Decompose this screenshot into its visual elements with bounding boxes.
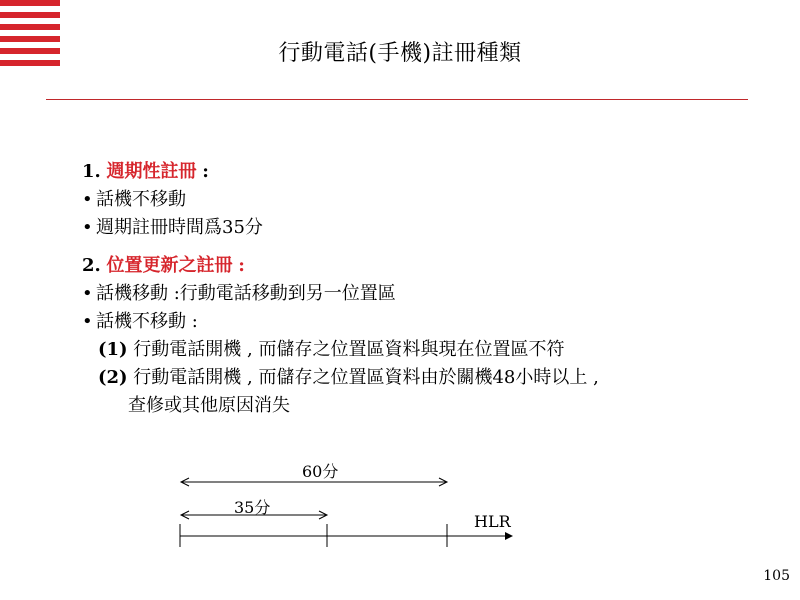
slide-body [82, 158, 762, 420]
list-item-text: 話機移動 :行動電話移動到另一位置區 [96, 283, 396, 304]
section2-heading [82, 252, 762, 280]
list-item [82, 214, 762, 242]
list-item-text: 話機不移動 : [96, 311, 198, 332]
page-number: 105 [763, 568, 790, 584]
section1-number: 1. [82, 161, 101, 182]
bullet-icon: • [82, 283, 93, 304]
list-item [82, 280, 762, 308]
stripe [0, 24, 60, 30]
section2-title: 位置更新之註冊 [106, 255, 233, 276]
label-35: 35分 [234, 498, 271, 517]
section1-title: 週期性註冊 [106, 161, 197, 182]
stripe [0, 0, 60, 6]
sub-item-number: (1) [98, 339, 128, 360]
section1-colon: : [202, 161, 209, 182]
list-item-text: 週期註冊時間爲35分 [96, 217, 263, 238]
section2-colon: : [238, 255, 245, 276]
label-60: 60分 [302, 462, 339, 481]
label-hlr: HLR [474, 512, 511, 531]
list-item [82, 186, 762, 214]
bullet-icon: • [82, 217, 93, 238]
sub-item-continuation: 查修或其他原因消失 [128, 395, 290, 416]
title-underline [46, 99, 748, 100]
timeline-svg [170, 455, 530, 555]
sub-item [82, 364, 762, 392]
list-item [82, 308, 762, 336]
timeline-diagram [170, 455, 530, 555]
list-item-text: 話機不移動 [96, 189, 186, 210]
section2-number: 2. [82, 255, 101, 276]
section1-heading [82, 158, 762, 186]
slide-title: 行動電話(手機)註冊種類 [278, 41, 522, 66]
sub-item-text: 行動電話開機 , 而儲存之位置區資料由於關機48小時以上 , [133, 367, 599, 388]
time-axis [180, 524, 513, 547]
stripe [0, 12, 60, 18]
bullet-icon: • [82, 189, 93, 210]
sub-item-number: (2) [98, 367, 128, 388]
sub-item-text: 行動電話開機 , 而儲存之位置區資料與現在位置區不符 [133, 339, 565, 360]
bullet-icon: • [82, 311, 93, 332]
sub-item [82, 336, 762, 364]
